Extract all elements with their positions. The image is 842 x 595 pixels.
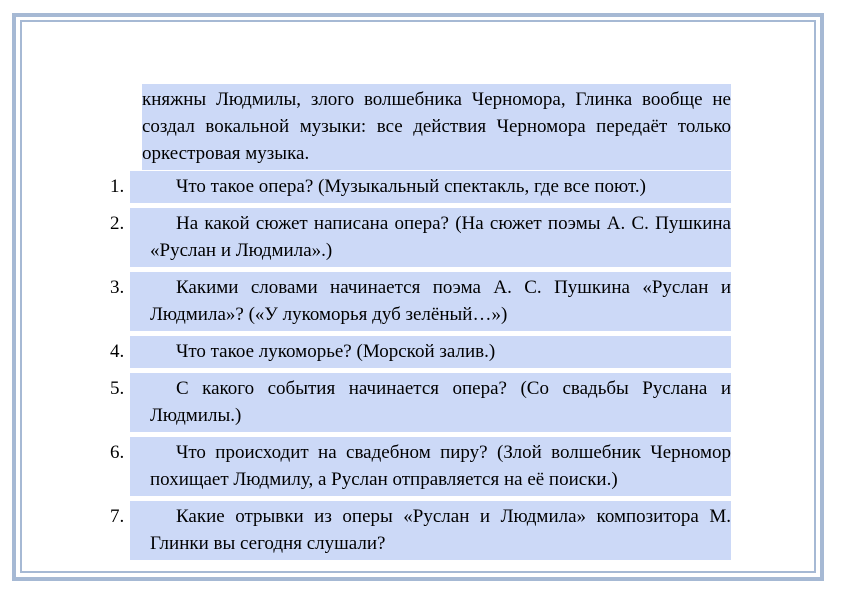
question-number: 7. (110, 506, 125, 527)
question-item (110, 272, 731, 331)
intro-paragraph: княжны Людмилы, злого волшебника Черномора, Глинка вообще не создал вокальной музыки: все действия Черномора передаёт только оркестровая музыка. (142, 84, 731, 170)
question-number: 3. (110, 277, 125, 298)
question-item (110, 208, 731, 267)
question-item (110, 373, 731, 432)
question-item (110, 437, 731, 496)
question-number: 1. (110, 176, 125, 197)
question-text: Какие отрывки из оперы «Руслан и Людмила» композитора М. Глинки вы сегодня слушали? (150, 506, 731, 554)
question-number: 2. (110, 213, 125, 234)
question-number: 6. (110, 442, 125, 463)
question-text: На какой сюжет написана опера? (На сюжет поэмы А. С. Пушкина «Руслан и Людмила».) (150, 213, 731, 261)
question-item (110, 501, 731, 560)
question-item (110, 336, 731, 368)
question-text: Какими словами начинается поэма А. С. Пушкина «Руслан и Людмила»? («У лукоморья дуб зелёный…») (150, 277, 731, 325)
question-item (110, 171, 731, 203)
question-number: 5. (110, 378, 125, 399)
question-text: Что такое опера? (Музыкальный спектакль, где все поют.) (176, 176, 646, 197)
questions-list (110, 171, 731, 560)
question-text: Что такое лукоморье? (Морской залив.) (176, 341, 496, 362)
question-text: С какого события начинается опера? (Со свадьбы Руслана и Людмилы.) (150, 378, 731, 426)
text-block (110, 84, 731, 560)
question-text: Что происходит на свадебном пиру? (Злой волшебник Черномор похищает Людмилу, а Руслан отправляется на её поиски.) (150, 442, 731, 490)
question-number: 4. (110, 341, 125, 362)
